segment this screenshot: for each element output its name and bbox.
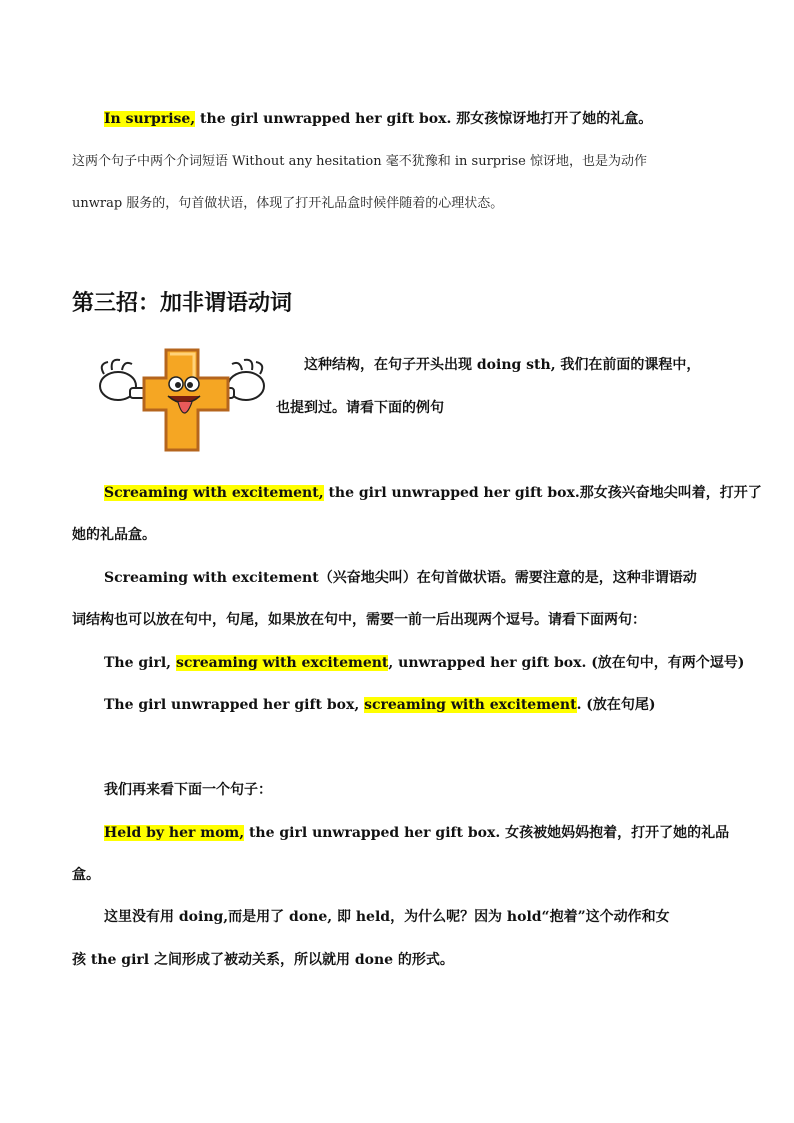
sentence-continuation: 她的礼品盒。 xyxy=(72,527,156,543)
section-heading: 第三招：加非谓语动词 xyxy=(72,291,293,316)
highlight-phrase: In surprise, xyxy=(104,111,196,127)
sentence-continuation: 盒。 xyxy=(72,867,100,883)
cross-mascot-icon xyxy=(96,348,268,452)
highlight-phrase: screaming with excitement xyxy=(175,655,389,671)
explanation-line: Screaming with excitement（兴奋地尖叫）在句首做状语。需要注意的是，这种非谓语动 xyxy=(104,570,697,586)
sentence-rest: the girl unwrapped her gift box. 女孩被她妈妈抱着，打开了她的礼品 xyxy=(244,825,730,841)
example-sentence-surprise xyxy=(104,108,652,128)
sentence-post: . (放在句尾) xyxy=(576,697,656,713)
intro-line: 这种结构，在句子开头出现 doing sth, 我们在前面的课程中， xyxy=(304,357,701,373)
sentence-rest: the girl unwrapped her gift box. 那女孩惊讶地打开了她的礼盒。 xyxy=(195,111,653,127)
explanation-line: unwrap 服务的，句首做状语，体现了打开礼品盒时候伴随着的心理状态。 xyxy=(72,196,504,211)
example-sentence-held xyxy=(104,822,729,842)
highlight-phrase: screaming with excitement xyxy=(364,697,577,713)
explanation-line: 这里没有用 doing,而是用了 done, 即 held，为什么呢？因为 hold“抱着”这个动作和女 xyxy=(104,909,670,925)
sentence-rest: the girl unwrapped her gift box.那女孩兴奋地尖叫着，打开了 xyxy=(323,485,762,501)
highlight-phrase: Screaming with excitement, xyxy=(104,485,324,501)
sentence-pre: The girl unwrapped her gift box, xyxy=(104,697,365,713)
sentence-pre: The girl, xyxy=(104,655,176,671)
transition-line: 我们再来看下面一个句子： xyxy=(104,782,272,798)
intro-line: 也提到过。请看下面的例句 xyxy=(276,400,444,416)
example-sentence-middle xyxy=(104,652,744,672)
example-sentence-screaming xyxy=(104,482,762,502)
highlight-phrase: Held by her mom, xyxy=(104,825,245,841)
example-sentence-end xyxy=(104,694,656,714)
explanation-line: 这两个句子中两个介词短语 Without any hesitation 毫不犹豫和 in surprise 惊讶地，也是为动作 xyxy=(72,154,648,169)
sentence-post: , unwrapped her gift box. (放在句中，有两个逗号) xyxy=(388,655,745,671)
explanation-line: 词结构也可以放在句中，句尾，如果放在句中，需要一前一后出现两个逗号。请看下面两句： xyxy=(72,612,646,628)
explanation-line: 孩 the girl 之间形成了被动关系，所以就用 done 的形式。 xyxy=(72,952,454,968)
